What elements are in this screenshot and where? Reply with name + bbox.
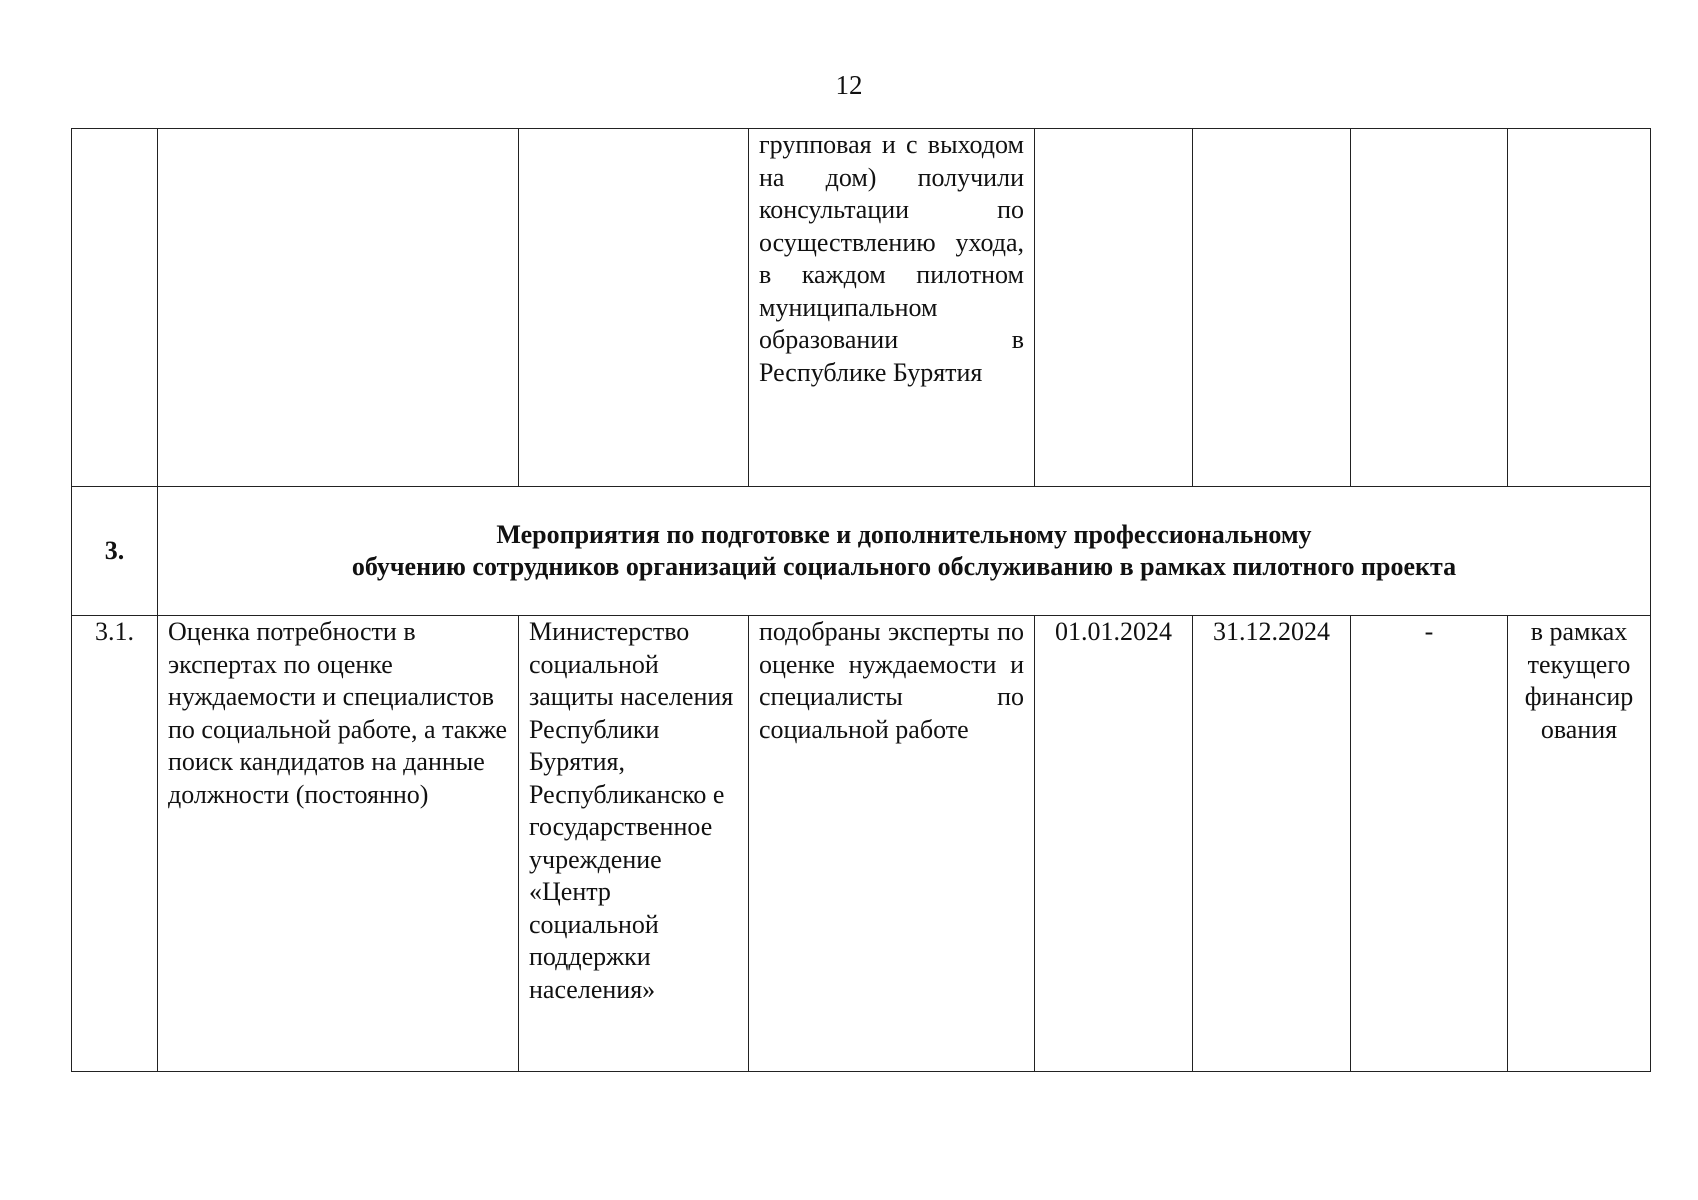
page-number: 12 — [835, 70, 863, 100]
section-title-line-2: обучению сотрудников организаций социального обслуживанию в рамках пилотного проекта — [351, 552, 1457, 581]
cell-start-date — [1035, 129, 1193, 487]
cell-result: групповая и с выходом на дом) получили консультации по осуществлению ухода, в каждом пилотном муниципальном образовании в Республике Бурятия — [749, 129, 1035, 487]
item-result: подобраны эксперты по оценке нуждаемости и специалисты по социальной работе — [749, 616, 1035, 1072]
section-number: 3. — [72, 487, 158, 616]
item-activity: Оценка потребности в экспертах по оценке нуждаемости и специалистов по социальной работе, а также поиск кандидатов на данные должности (постоянно) — [158, 616, 519, 1072]
item-amount: - — [1351, 616, 1508, 1072]
item-funding: в рамках текущего финансир ования — [1508, 616, 1651, 1072]
item-start-date: 01.01.2024 — [1035, 616, 1193, 1072]
table-row-continuation — [72, 129, 1651, 487]
item-number: 3.1. — [72, 616, 158, 1072]
cell-activity — [158, 129, 519, 487]
section-title-line-1: Мероприятия по подготовке и дополнительному профессиональному — [496, 519, 1312, 549]
cell-number — [72, 129, 158, 487]
item-end-date: 31.12.2024 — [1193, 616, 1351, 1072]
cell-funding — [1508, 129, 1651, 487]
cell-amount — [1351, 129, 1508, 487]
plan-table — [71, 128, 1651, 1072]
section-title — [158, 487, 1651, 616]
table-row-item — [72, 616, 1651, 1072]
cell-end-date — [1193, 129, 1351, 487]
item-responsible: Министерство социальной защиты населения Республики Бурятия, Республиканско е государственное учреждение «Центр социальной поддержки населения» — [519, 616, 749, 1072]
table-row-section — [72, 487, 1651, 616]
cell-responsible — [519, 129, 749, 487]
